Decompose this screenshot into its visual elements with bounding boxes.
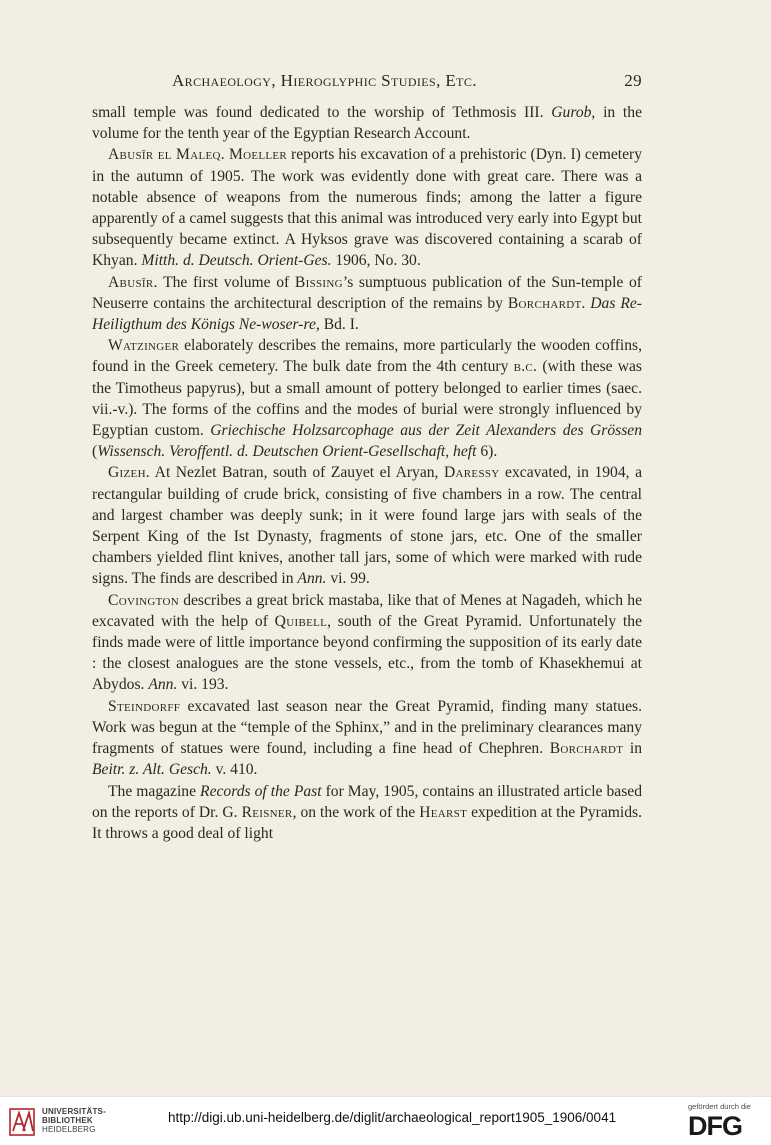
library-name-line2: BIBLIOTHEK (42, 1116, 93, 1125)
text-run: , Bd. I. (315, 316, 359, 334)
paragraph (92, 335, 642, 462)
text-run: expedition at the Pyramids. It throws a good deal of light (92, 803, 643, 842)
text-run: reports his excavation of a prehistoric (Dyn. I) cemetery in the autumn of 1905. The work was evidently done with great care. There was a notable absence of weapons from the numerous finds; among the latter a figure apparently of a camel suggests that this animal was introduced very early into Egypt but subsequently became extinct. A Hyksos grave was discovered containing a scarab of Khyan. (92, 146, 642, 270)
text-run: At Nezlet Batran, south of Zauyet el Aryan, (150, 464, 444, 482)
italic-text: Ann. (297, 570, 327, 588)
paragraph (92, 781, 642, 845)
text-run: in (623, 740, 642, 758)
funding-caption: gefördert durch die (688, 1102, 751, 1111)
small-caps-text: Reisner (241, 803, 293, 821)
university-library-icon (8, 1105, 36, 1137)
text-run: , on the work of the (292, 803, 420, 821)
small-caps-text: Abusîr el Maleq. (108, 146, 225, 164)
text-run: The first volume of (157, 273, 295, 291)
dfg-logo (686, 1111, 760, 1139)
italic-text: Das Re-Heiligthum des Königs Ne-woser-re (92, 294, 642, 334)
page-number: 29 (624, 71, 642, 90)
text-run: for May, 1905, contains an illustrated article based on the reports of Dr. G. (92, 782, 643, 821)
text-run: vi. 99. (326, 570, 370, 588)
text-run: elaborately describes the remains, more particularly the wooden coffins, found in the Greek cemetery. The bulk date from the 4th century (92, 337, 642, 376)
small-caps-text: Covington (108, 591, 179, 609)
paragraph (92, 462, 642, 589)
text-run: 6). (476, 443, 498, 461)
italic-text: Gurob (551, 104, 592, 121)
library-name-line1: UNIVERSITÄTS- (42, 1107, 106, 1116)
text-run: excavated, in 1904, a rectangular building of crude brick, consisting of five chambers in a row. The central and largest chamber was deeply sunk; in it were found large jars with seals of the Serpent King of the Ist Dynasty, fragments of stone jars, etc. One of the smaller chambers yielded flint knives, another tall jars, some of which were marked with rude signs. The finds are described in (92, 464, 642, 588)
text-run: , in the volume for the tenth year of the Egyptian Research Account. (92, 104, 642, 143)
text-run: (with these was the Timotheus papyrus), but a small amount of pottery belonged to earlier times (saec. vii.-v.). The forms of the coffins and the modes of burial were strongly influenced by Egyptian custom. (92, 358, 642, 440)
small-caps-text: Daressy (443, 464, 500, 482)
italic-text: Griechische Holzsarcophage aus der Zeit Alexanders des Grössen (210, 422, 642, 440)
running-head-title: Archaeology, Hieroglyphic Studies, Etc. (172, 71, 477, 90)
italic-text: Ann. (148, 676, 178, 694)
small-caps-text: Borchardt (549, 740, 624, 758)
italic-text: Beitr. z. Alt. Gesch. (92, 761, 212, 779)
small-caps-text: Quibell (274, 612, 328, 630)
paragraph (92, 590, 642, 696)
small-caps-text: Moeller (228, 146, 288, 164)
viewer-footer (0, 1096, 771, 1145)
text-run: . (581, 294, 591, 312)
italic-text: Mitth. d. Deutsch. Orient-Ges. (141, 252, 332, 270)
small-caps-text: Borchardt (507, 294, 582, 312)
text-run: ( (92, 443, 98, 461)
running-head (92, 71, 642, 95)
text-run: ’s sumptuous publication of the Sun-temple of Neuserre contains the architectural description of the remains by (92, 273, 642, 312)
text-run: The magazine (108, 782, 201, 800)
small-caps-text: b.c. (513, 358, 538, 376)
body-text (92, 102, 642, 844)
text-run: small temple was found dedicated to the worship of Tethmosis III. (92, 104, 552, 121)
svg-text:DFG: DFG (688, 1111, 742, 1139)
paragraph (92, 102, 642, 144)
italic-text: Wissensch. Veroffentl. d. Deutschen Orient-Gesellschaft, heft (97, 443, 477, 461)
library-name (42, 1107, 106, 1134)
text-run: , south of the Great Pyramid. Unfortunately the finds made were of little importance beyond confirming the supposition of its early date : the closest analogues are the stone vessels, etc., from the tomb of Khasekhemui at Abydos. (92, 612, 642, 694)
text-run: vi. 193. (177, 676, 229, 694)
text-run: 1906, No. 30. (331, 252, 421, 270)
library-name-line3: HEIDELBERG (42, 1125, 96, 1134)
small-caps-text: Steindorff (108, 697, 181, 715)
paragraph (92, 144, 642, 271)
paragraph (92, 272, 642, 336)
text-run: excavated last season near the Great Pyramid, finding many statues. Work was begun at the “temple of the Sphinx,” and in the preliminary clearances many fragments of statues were found, including a fine head of Chephren. (92, 697, 642, 758)
permalink-url[interactable]: http://digi.ub.uni-heidelberg.de/diglit/archaeological_report1905_1906/0041 (168, 1110, 617, 1125)
small-caps-text: Abusîr. (108, 273, 158, 291)
small-caps-text: Bissing (294, 273, 343, 291)
small-caps-text: Gizeh. (108, 464, 151, 482)
small-caps-text: Watzinger (108, 337, 180, 355)
text-run: v. 410. (211, 761, 258, 779)
small-caps-text: Hearst (419, 803, 468, 821)
italic-text: Records of the Past (200, 782, 322, 800)
text-run: describes a great brick mastaba, like that of Menes at Nagadeh, which he excavated with the help of (92, 591, 642, 630)
paragraph (92, 696, 642, 781)
